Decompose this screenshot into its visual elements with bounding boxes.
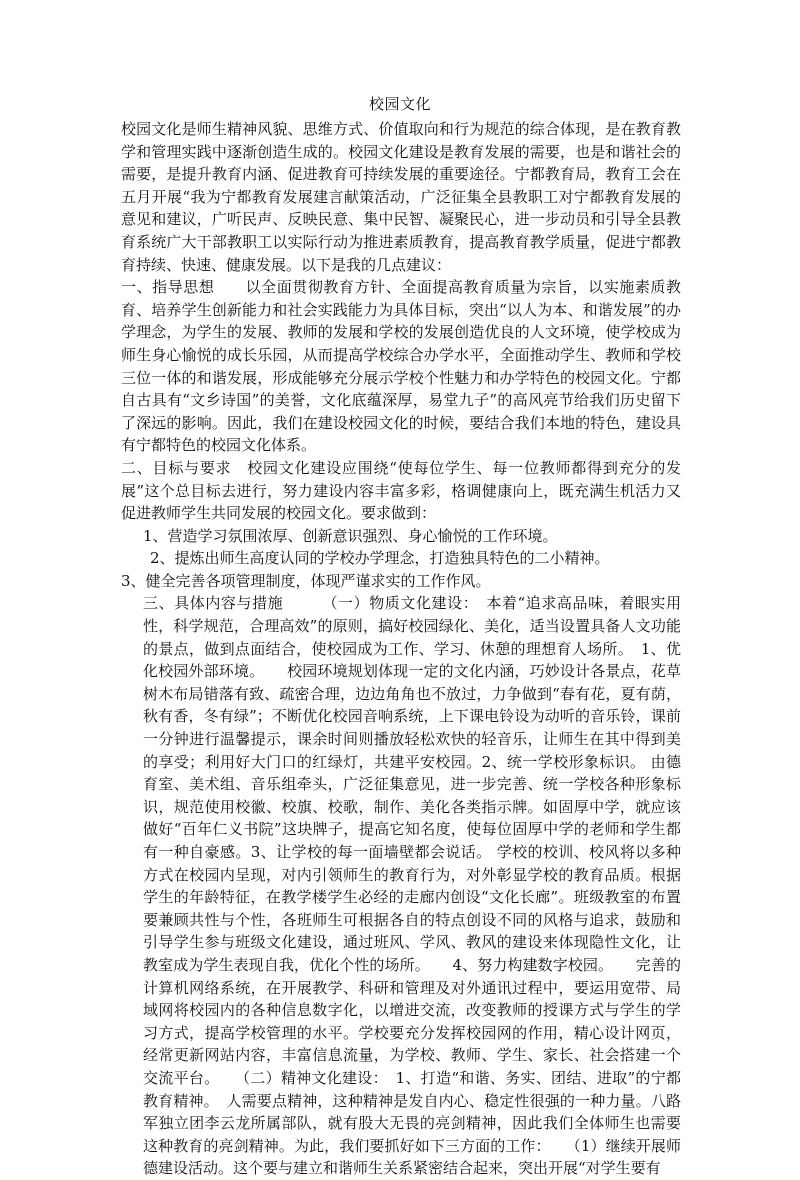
intro-paragraph: 校园文化是师生精神风貌、思维方式、价值取向和行为规范的综合体现，是在教育教学和管理实践中逐渐创造生成的。校园文化建设是教育发展的需要，也是和谐社会的需要，是提升教育内涵、促进教育可持续发展的重要途径。宁都教育局，教育工会在五月开展“我为宁都教育发展建言献策活动，广泛征集全县教职工对宁都教育发展的意见和建议，广听民声、反映民意、集中民智、凝聚民心，进一步动员和引导全县教育系统广大干部教职工以实际行动为推进素质教育，提高教育教学质量，促进宁都教育持续、快速、健康发展。以下是我的几点建议： (121, 120, 681, 274)
document-body (121, 118, 681, 1180)
goals-paragraph: 二、目标与要求 校园文化建设应围绕“使每位学生、每一位教师都得到充分的发展”这个总目标去进行，努力建设内容丰富多彩，格调健康向上，既充满生机活力又促进教师学生共同发展的校园文化。要求做到： (121, 458, 681, 523)
requirement-item-2: 2、提炼出师生高度认同的学校办学理念，打造独具特色的二小精神。 (150, 549, 610, 568)
requirement-item-1: 1、营造学习氛围浓厚、创新意识强烈、身心愉悦的工作环境。 (143, 526, 558, 545)
requirement-item-3: 3、健全完善各项管理制度，体现严谨求实的工作作风。 (121, 571, 491, 590)
guiding-thought-paragraph: 一、指导思想 以全面贯彻教育方针、全面提高教育质量为宗旨，以实施素质教育、培养学生创新能力和社会实践能力为具体目标，突出“以人为本、和谐发展”的办学理念，为学生的发展、教师的发展和学校的发展创造优良的人文环境，使学校成为师生身心愉悦的成长乐园，从而提高学校综合办学水平，全面推动学生、教师和学校三位一体的和谐发展，形成能够充分展示学校个性魅力和办学特色的校园文化。宁都自古具有“文乡诗国”的美誉，文化底蕴深厚，易堂九子”的高风亮节给我们历史留下了深远的影响。因此，我们在建设校园文化的时候，要结合我们本地的特色，建设具有宁都特色的校园文化体系。 (121, 278, 681, 455)
measures-paragraph: 三、具体内容与措施 （一）物质文化建设： 本着“追求高品味，着眼实用性，科学规范，合理高效”的原则，搞好校园绿化、美化，适当设置具备人文功能的景点，做到点面结合，使校园成为工作、学习、休憩的理想育人场所。 1、优化校园外部环境。 校园环境规划体现一定的文化内涵，巧妙设计各景点，花草树木布局错落有致、疏密合理，边边角角也不放过，力争做到“春有花，夏有荫，秋有香，冬有绿”；不断优化校园音响系统，上下课电铃设为动听的音乐铃，课前一分钟进行温馨提示，课余时间则播放轻松欢快的轻音乐，让师生在其中得到美的享受；利用好大门口的红绿灯，共建平安校园。2、统一学校形象标识。 由德育室、美术组、音乐组牵头，广泛征集意见，进一步完善、统一学校各种形象标识，规范使用校徽、校旗、校歌，制作、美化各类指示牌。如固厚中学，就应该做好“百年仁义书院”这块牌子，提高它知名度，使每位固厚中学的老师和学生都有一种自豪感。3、让学校的每一面墙壁都会说话。 学校的校训、校风将以多种方式在校园内呈现，对内引领师生的教育行为，对外彰显学校的教育品质。根据学生的年龄特征，在教学楼学生必经的走廊内创设“文化长廊”。班级教室的布置要兼顾共性与个性，各班师生可根据各自的特点创设不同的风格与追求，鼓励和引导学生参与班级文化建设，通过班风、学风、教风的建设来体现隐性文化，让教室成为学生表现自我，优化个性的场所。 4、努力构建数字校园。 完善的计算机网络系统，在开展教学、科研和管理及对外通讯过程中，要运用宽带、局域网将校园内的各种信息数字化，以增进交流，改变教师的授课方式与学生的学习方式，提高学校管理的水平。学校要充分发挥校园网的作用，精心设计网页，经常更新网站内容，丰富信息流量，为学校、教师、学生、家长、社会搭建一个交流平台。 （二）精神文化建设： 1、打造“和谐、务实、团结、进取”的宁都教育精神。 人需要点精神，这种精神是发自内心、稳定性很强的一种力量。八路军独立团李云龙所属部队，就有股大无畏的亮剑精神，因此我们全体师生也需要这种教育的亮剑精神。为此，我们要抓好如下三方面的工作： （1）继续开展师德建设活动。这个要与建立和谐师生关系紧密结合起来，突出开展“对学生要有 (143, 594, 681, 1178)
page-title: 校园文化 (368, 95, 431, 113)
